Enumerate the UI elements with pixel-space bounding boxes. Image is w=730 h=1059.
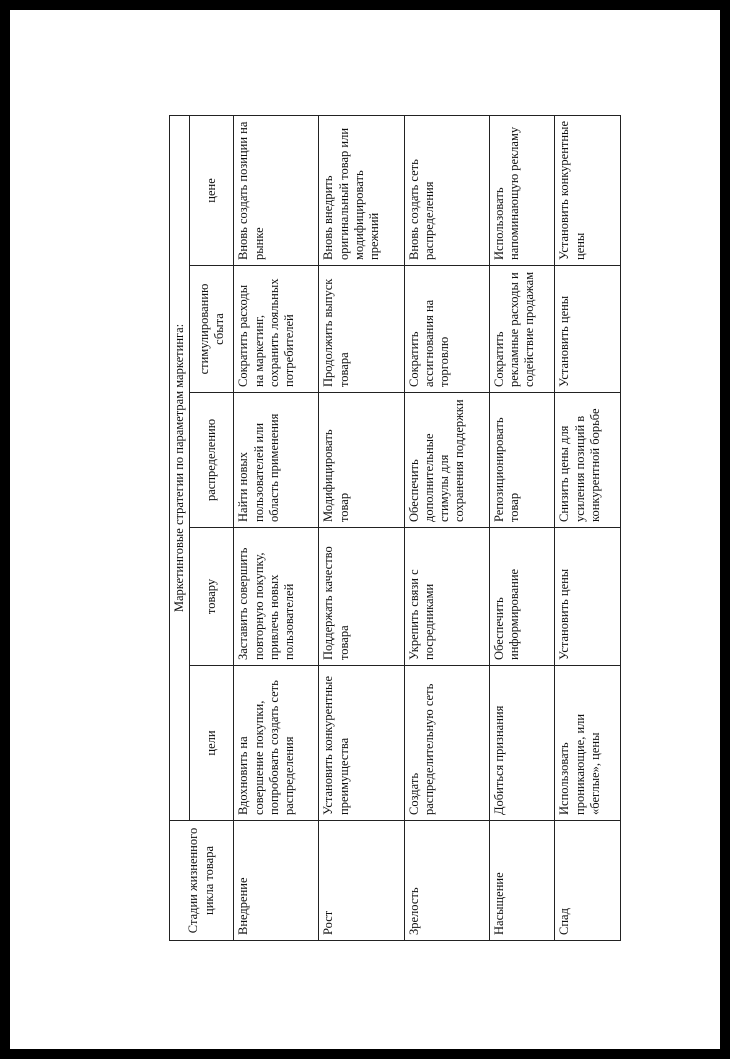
column-header: цели — [190, 666, 234, 821]
table-cell: Установить цены — [555, 528, 621, 666]
table-row — [555, 115, 621, 940]
table-cell: Использовать проникающие, или «беглые», цены — [555, 666, 621, 821]
table-cell: Установить конкурентные преимущества — [319, 666, 404, 821]
table-row — [234, 115, 319, 940]
table-cell: Обеспечить информирование — [489, 528, 555, 666]
table-cell: Добиться признания — [489, 666, 555, 821]
strategy-group-header: Маркетинговые стратегии по параметрам маркетинга: — [170, 115, 190, 820]
table-cell: Найти новых пользователей или область применения — [234, 393, 319, 528]
column-header: распределению — [190, 393, 234, 528]
column-header: стимулированию сбыта — [190, 266, 234, 393]
column-header: цене — [190, 115, 234, 265]
table-cell: Обеспечить дополнительные стимулы для сохранения поддержки — [404, 393, 489, 528]
stage-header: Стадии жизненного цикла товара — [170, 821, 234, 941]
stage-cell: Насыщение — [489, 821, 555, 941]
table-cell: Сократить расходы на маркетинг, сохранить лояльных потребителей — [234, 266, 319, 393]
table-cell: Вновь создать сеть распределения — [404, 115, 489, 265]
table-cell: Снизить цены для усиления позиций в конкурентной борьбе — [555, 393, 621, 528]
table-cell: Установить конкурентные цены — [555, 115, 621, 265]
table-cell: Заставить совершить повторную покупку, привлечь новых пользователей — [234, 528, 319, 666]
stage-cell: Спад — [555, 821, 621, 941]
table-cell: Создать распределительную сеть — [404, 666, 489, 821]
table-cell: Модифицировать товар — [319, 393, 404, 528]
table-cell: Вдохновить на совершение покупки, попробовать создать сеть распределения — [234, 666, 319, 821]
table-cell: Продолжить выпуск товара — [319, 266, 404, 393]
table-row — [489, 115, 555, 940]
table-cell: Вновь внедрить оригинальный товар или модифицировать прежний — [319, 115, 404, 265]
stage-cell: Зрелость — [404, 821, 489, 941]
table-row — [404, 115, 489, 940]
rotated-table-container — [169, 116, 621, 941]
table-row — [319, 115, 404, 940]
marketing-strategy-table — [169, 115, 621, 941]
table-cell: Сократить ассигнования на торговлю — [404, 266, 489, 393]
document-page — [10, 10, 720, 1049]
table-cell: Поддержать качество товара — [319, 528, 404, 666]
table-cell: Укрепить связи с посредниками — [404, 528, 489, 666]
stage-cell: Внедрение — [234, 821, 319, 941]
table-cell: Репозиционировать товар — [489, 393, 555, 528]
table-cell: Сократить рекламные расходы и содействие продажам — [489, 266, 555, 393]
table-cell: Вновь создать позиции на рынке — [234, 115, 319, 265]
table-cell: Установить цены — [555, 266, 621, 393]
table-cell: Использовать напоминающую рекламу — [489, 115, 555, 265]
stage-cell: Рост — [319, 821, 404, 941]
column-header: товару — [190, 528, 234, 666]
